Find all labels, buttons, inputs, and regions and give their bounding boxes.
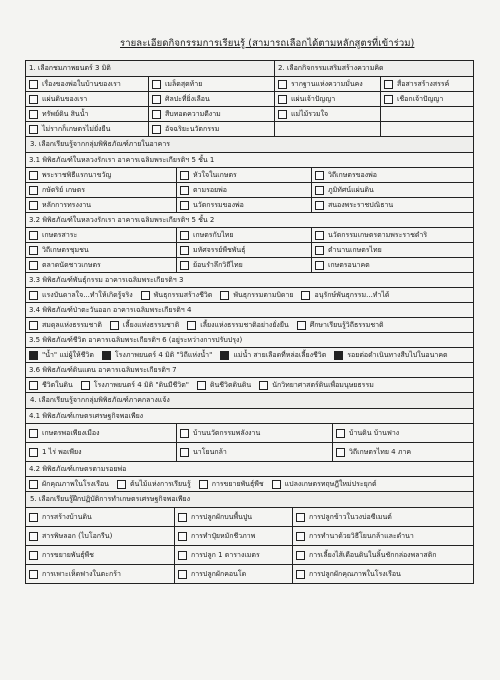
checkbox[interactable]	[29, 110, 38, 119]
checkbox-label: อัจฉริยะนวัตกรรม	[165, 124, 220, 133]
option-item[interactable]	[148, 77, 274, 91]
option-item[interactable]	[26, 92, 148, 106]
checkbox-label: ดินชีวิตดินดิน	[209, 380, 252, 389]
option-line-row	[26, 348, 473, 363]
checkbox-label: เมล็ดสุดท้าย	[165, 79, 203, 88]
checkbox-label: เกษตรพอเพียงเมือง	[42, 428, 100, 437]
option-item[interactable]	[332, 424, 473, 442]
section-header-right: 2. เลือกกิจกรรมเสริมสร้างความคิด	[274, 61, 473, 76]
checkbox-label: 1 ไร่ พอเพียง	[42, 447, 82, 456]
checkbox-label: เกษตรอนาคต	[328, 260, 370, 269]
checkbox-label: รากฐานแห่งความมั่นคง	[291, 79, 363, 88]
checkbox[interactable]	[178, 551, 187, 560]
option-item[interactable]	[26, 258, 176, 272]
option-row	[26, 122, 473, 137]
checkbox-label: การปลูกผักบนพื้นปูน	[191, 512, 253, 521]
option-item[interactable]	[297, 320, 384, 331]
checkbox[interactable]	[315, 246, 324, 255]
option-item[interactable]	[274, 107, 380, 121]
checkbox[interactable]	[297, 321, 306, 330]
checkbox[interactable]	[180, 186, 189, 195]
option-item[interactable]	[311, 198, 473, 212]
option-row	[26, 565, 473, 584]
subsection-label: 3.1 พิพิธภัณฑ์ในหลวงรักเรา อาคารเฉลิมพระเกียรติฯ 5 ชั้น 1	[26, 153, 473, 168]
option-item[interactable]	[176, 443, 332, 461]
checkbox-label: ย้อนรำลึกวิถีไทย	[193, 260, 243, 269]
option-item[interactable]	[197, 380, 251, 391]
checkbox-label: สืบทอดความดีงาม	[165, 109, 221, 118]
option-item[interactable]	[148, 107, 274, 121]
option-item[interactable]	[301, 290, 389, 301]
option-item[interactable]	[311, 168, 473, 182]
option-item[interactable]	[292, 546, 473, 564]
checkbox-label: ทรัพย์ดิน สินน้ำ	[42, 109, 89, 118]
checkbox[interactable]	[152, 110, 161, 119]
section-header-left: 1. เลือกชมภาพยนตร์ 3 มิติ	[29, 64, 111, 72]
option-item[interactable]	[29, 350, 94, 361]
checkbox[interactable]	[152, 125, 161, 134]
checkbox-label: การทำนาด้วยวิธีโยนกล้าและดำนา	[309, 531, 414, 540]
checkbox[interactable]	[29, 351, 38, 360]
checkbox-label: การเลี้ยงไส้เดือนดินในลิ้นชักกล่องพลาสติก	[309, 550, 437, 559]
checkbox-label: การขยายพันธุ์พืช	[211, 479, 264, 488]
subsection-label: 3.6 พิพิธภัณฑ์ดินแดน อาคารเฉลิมพระเกียรติฯ 7	[26, 363, 473, 378]
option-item[interactable]	[81, 380, 189, 391]
option-item[interactable]	[220, 290, 293, 301]
checkbox[interactable]	[197, 381, 206, 390]
option-item[interactable]	[26, 546, 174, 564]
checkbox-label: พระราชพิธีแรกนาขวัญ	[42, 170, 112, 179]
option-item[interactable]	[26, 243, 176, 257]
checkbox-label: การปลูกข้าวในวงบ่อซีเมนต์	[309, 512, 392, 521]
option-item[interactable]	[148, 92, 274, 106]
checkbox-label: เกษตรสาระ	[42, 230, 78, 239]
option-line-row	[26, 288, 473, 303]
option-item[interactable]	[176, 183, 311, 197]
checkbox[interactable]	[29, 570, 38, 579]
checkbox[interactable]	[29, 231, 38, 240]
empty-cell	[380, 107, 473, 121]
option-item[interactable]	[176, 243, 311, 257]
subsection-label: 3.2 พิพิธภัณฑ์ในหลวงรักเรา อาคารเฉลิมพระเกียรติฯ 5 ชั้น 2	[26, 213, 473, 228]
option-item[interactable]	[274, 92, 380, 106]
checkbox-label: แปลงเกษตรทฤษฎีใหม่ประยุกต์	[284, 479, 377, 488]
option-row	[26, 168, 473, 183]
option-item[interactable]	[26, 183, 176, 197]
checkbox[interactable]	[315, 201, 324, 210]
option-item[interactable]	[272, 479, 377, 490]
checkbox[interactable]	[180, 261, 189, 270]
checkbox-label: เชือกเจ้าปัญญา	[397, 94, 444, 103]
checkbox[interactable]	[296, 551, 305, 560]
option-item[interactable]	[174, 565, 292, 583]
option-item[interactable]	[311, 183, 473, 197]
section-header-text: 3. เลือกเรียนรู้จากกลุ่มพิพิธภัณฑ์ภายในอาคาร	[30, 140, 171, 148]
checkbox[interactable]	[29, 551, 38, 560]
empty-cell	[274, 122, 380, 136]
checkbox-label: พันธุกรรมสร้างชีวิต	[153, 290, 213, 299]
checkbox-label: ตำนานเกษตรไทย	[328, 245, 382, 254]
checkbox[interactable]	[180, 429, 189, 438]
checkbox-label: แผ่นเจ้าปัญญา	[291, 94, 336, 103]
checkbox-label: นวัตกรรมเกษตรตามพระราชดำริ	[328, 230, 428, 239]
checkbox[interactable]	[384, 80, 393, 89]
option-item[interactable]	[176, 168, 311, 182]
checkbox-label: ผักคุณภาพในโรงเรือน	[42, 479, 109, 488]
option-row	[26, 424, 473, 443]
checkbox[interactable]	[278, 110, 287, 119]
checkbox[interactable]	[315, 261, 324, 270]
checkbox[interactable]	[29, 381, 38, 390]
section-5-header	[26, 492, 473, 508]
page-title: รายละเอียดกิจกรรมการเรียนรู้ (สามารถเลือกได้ตามหลักสูตรที่เข้าร่วม)	[120, 38, 415, 49]
checkbox-label: รอยต่อดำเนินทางสืบไปในอนาคต	[347, 350, 448, 359]
option-item[interactable]	[110, 320, 179, 331]
option-item[interactable]	[174, 546, 292, 564]
option-row	[26, 243, 473, 258]
checkbox-label: เรื่องของพ่อในบ้านของเรา	[42, 79, 121, 88]
checkbox-label: ศึกษาเรียนรู้วิถีธรรมชาติ	[309, 320, 384, 329]
section-header-text: 5. เลือกเรียนรู้ฝึกปฏิบัติการทำเกษตรเศรษฐกิจพอเพียง	[30, 495, 191, 503]
checkbox[interactable]	[178, 570, 187, 579]
option-row	[26, 546, 473, 565]
checkbox[interactable]	[296, 513, 305, 522]
checkbox-label: แผ่นดินของเรา	[42, 94, 88, 103]
checkbox[interactable]	[296, 570, 305, 579]
checkbox[interactable]	[187, 321, 196, 330]
checkbox[interactable]	[180, 448, 189, 457]
checkbox[interactable]	[315, 186, 324, 195]
checkbox[interactable]	[199, 480, 208, 489]
checkbox[interactable]	[29, 201, 38, 210]
checkbox[interactable]	[81, 381, 90, 390]
option-item[interactable]	[380, 77, 473, 91]
checkbox[interactable]	[259, 381, 268, 390]
checkbox[interactable]	[29, 171, 38, 180]
checkbox[interactable]	[180, 231, 189, 240]
checkbox[interactable]	[301, 291, 310, 300]
checkbox-label: เลี้ยงแห่งธรรมชาติ	[122, 320, 180, 329]
option-item[interactable]	[176, 424, 332, 442]
subsection-label: 4.2 พิพิธภัณฑ์เกษตรตามรอยพ่อ	[26, 462, 473, 477]
checkbox-label: ศิลปะที่ยิ่งเลือน	[165, 94, 210, 103]
option-item[interactable]	[141, 290, 213, 301]
option-item[interactable]	[292, 508, 473, 526]
option-item[interactable]	[311, 228, 473, 242]
checkbox-label: นวัตกรรมของพ่อ	[193, 200, 244, 209]
option-row	[26, 198, 473, 213]
option-item[interactable]	[380, 92, 473, 106]
activity-form-table	[25, 60, 474, 584]
option-item[interactable]	[174, 508, 292, 526]
checkbox[interactable]	[29, 513, 38, 522]
option-item[interactable]	[29, 290, 133, 301]
checkbox-label: หลักการทรงงาน	[42, 200, 91, 209]
option-item[interactable]	[187, 320, 288, 331]
checkbox-label: หัวใจในเกษตร	[193, 170, 237, 179]
checkbox-label: การทำปุ๋ยหมักชีวภาพ	[191, 531, 256, 540]
option-item[interactable]	[26, 443, 176, 461]
checkbox[interactable]	[180, 171, 189, 180]
option-item[interactable]	[26, 508, 174, 526]
checkbox-label: กษัตริย์ เกษตร	[42, 185, 86, 194]
checkbox[interactable]	[29, 246, 38, 255]
checkbox[interactable]	[220, 291, 229, 300]
option-row	[26, 107, 473, 122]
checkbox-label: ไม่รากก็เกษตรไม่ยั่งยืน	[42, 124, 111, 133]
option-row	[26, 258, 473, 273]
checkbox[interactable]	[102, 351, 111, 360]
checkbox-label: สื่อสารสร้างสรรค์	[397, 79, 450, 88]
checkbox[interactable]	[29, 125, 38, 134]
section-3-header	[26, 137, 473, 153]
option-item[interactable]	[220, 350, 326, 361]
checkbox-label: สารพิษลอก (ไบโอกรีน)	[42, 531, 113, 540]
checkbox-label: บ้านนวัตกรรมพลังงาน	[193, 428, 261, 437]
checkbox-label: แม่ไม้รวมใจ	[291, 109, 329, 118]
option-item[interactable]	[311, 258, 473, 272]
checkbox-label: การเพาะเห็ดฟางในตะกร้า	[42, 569, 121, 578]
option-item[interactable]	[26, 168, 176, 182]
checkbox[interactable]	[152, 95, 161, 104]
option-item[interactable]	[117, 479, 191, 490]
checkbox-label: วิถีเกษตรของพ่อ	[328, 170, 377, 179]
checkbox[interactable]	[29, 429, 38, 438]
checkbox[interactable]	[180, 201, 189, 210]
option-line-row	[26, 477, 473, 492]
option-item[interactable]	[334, 350, 447, 361]
option-item[interactable]	[26, 565, 174, 583]
checkbox[interactable]	[29, 261, 38, 270]
checkbox-label: ตามรอยพ่อ	[193, 185, 227, 194]
checkbox-label: ภูมิทัศน์แผ่นดิน	[328, 185, 374, 194]
option-item[interactable]	[26, 198, 176, 212]
option-item[interactable]	[26, 228, 176, 242]
checkbox-label: วิถีเกษตรชุมชน	[42, 245, 89, 254]
checkbox-label: ชีวิตในดิน	[42, 380, 73, 389]
option-item[interactable]	[29, 479, 109, 490]
checkbox[interactable]	[178, 532, 187, 541]
checkbox[interactable]	[278, 80, 287, 89]
subsection-label: 4.1 พิพิธภัณฑ์เกษตรเศรษฐกิจพอเพียง	[26, 409, 473, 424]
checkbox-label: เกษตรกับไทย	[193, 230, 234, 239]
subsection-label: 3.4 พิพิธภัณฑ์ป่าตะวันออก อาคารเฉลิมพระเกียรติฯ 4	[26, 303, 473, 318]
checkbox[interactable]	[315, 231, 324, 240]
checkbox-label: "น้ำ" แม่ผู้ให้ชีวิต	[42, 350, 94, 359]
checkbox[interactable]	[334, 351, 343, 360]
option-item[interactable]	[199, 479, 264, 490]
checkbox-label: สมดุลแห่งธรรมชาติ	[42, 320, 102, 329]
checkbox-label: บ้านดิน บ้านฟาง	[349, 428, 400, 437]
option-item[interactable]	[102, 350, 212, 361]
checkbox-label: มหัศจรรย์พืชพันธุ์	[193, 245, 246, 254]
option-item[interactable]	[26, 107, 148, 121]
checkbox-label: การปลูก 1 ตารางเมตร	[191, 550, 260, 559]
option-row	[26, 77, 473, 92]
checkbox-label: พันธุกรรมตามบิดาย	[233, 290, 294, 299]
option-item[interactable]	[292, 565, 473, 583]
checkbox[interactable]	[336, 429, 345, 438]
checkbox-label: โรงภาพยนตร์ 4 มิติ "ดินมีชีวิต"	[93, 380, 189, 389]
checkbox[interactable]	[29, 448, 38, 457]
checkbox-label: การปลูกผักคุณภาพในโรงเรือน	[309, 569, 401, 578]
checkbox[interactable]	[29, 186, 38, 195]
checkbox-label: ตลาดนัดชาวเกษตร	[42, 260, 101, 269]
option-item[interactable]	[29, 380, 73, 391]
checkbox[interactable]	[178, 513, 187, 522]
checkbox-label: การสร้างบ้านดิน	[42, 512, 92, 521]
checkbox[interactable]	[220, 351, 229, 360]
checkbox-label: การปลูกผักคอนโด	[191, 569, 247, 578]
option-line-row	[26, 378, 473, 393]
subsection-label: 3.5 พิพิธภัณฑ์ชีวิต อาคารเฉลิมพระเกียรติฯ 6 (อยู่ระหว่างการปรับปรุง)	[26, 333, 473, 348]
checkbox[interactable]	[336, 448, 345, 457]
checkbox[interactable]	[296, 532, 305, 541]
checkbox[interactable]	[29, 321, 38, 330]
subsection-label: 3.3 พิพิธภัณฑ์พันธุ์กรรม อาคารเฉลิมพระเกียรติฯ 3	[26, 273, 473, 288]
option-item[interactable]	[274, 77, 380, 91]
checkbox-label: แรงบันดาลใจ...ทำให้เกิดรู้จริง	[42, 290, 133, 299]
option-item[interactable]	[26, 527, 174, 545]
checkbox[interactable]	[384, 95, 393, 104]
option-item[interactable]	[176, 228, 311, 242]
option-row	[26, 228, 473, 243]
option-row	[26, 508, 473, 527]
option-item[interactable]	[292, 527, 473, 545]
checkbox[interactable]	[29, 291, 38, 300]
option-item[interactable]	[148, 122, 274, 136]
checkbox[interactable]	[180, 246, 189, 255]
checkbox-label: แม่น้ำ สายเลือดที่หล่อเลี้ยงชีวิต	[233, 350, 327, 359]
option-item[interactable]	[176, 258, 311, 272]
option-row	[26, 92, 473, 107]
section-4-header	[26, 393, 473, 409]
checkbox-label: โรงภาพยนตร์ 4 มิติ "วิถีแห่งน้ำ"	[114, 350, 213, 359]
empty-cell	[380, 122, 473, 136]
option-item[interactable]	[29, 320, 102, 331]
option-row	[26, 443, 473, 462]
option-line-row	[26, 318, 473, 333]
option-item[interactable]	[26, 424, 176, 442]
option-item[interactable]	[259, 380, 374, 391]
checkbox[interactable]	[117, 480, 126, 489]
checkbox-label: อนุรักษ์พันธุกรรม...ทำได้	[314, 290, 390, 299]
checkbox[interactable]	[29, 80, 38, 89]
checkbox-label: การขยายพันธุ์พืช	[42, 550, 94, 559]
section-header-text: 4. เลือกเรียนรู้จากกลุ่มพิพิธภัณฑ์ภาคกลางแจ้ง	[30, 396, 170, 404]
checkbox-label: เลี้ยงแห่งธรรมชาติอย่างยั่งยืน	[200, 320, 289, 329]
checkbox[interactable]	[110, 321, 119, 330]
checkbox[interactable]	[29, 480, 38, 489]
checkbox[interactable]	[141, 291, 150, 300]
checkbox-label: นักวิทยาศาสตร์ดินเพื่อมนุษยธรรม	[272, 380, 374, 389]
checkbox-label: วิถีเกษตรไทย 4 ภาค	[349, 447, 412, 456]
option-item[interactable]	[26, 122, 148, 136]
checkbox[interactable]	[272, 480, 281, 489]
option-item[interactable]	[332, 443, 473, 461]
option-item[interactable]	[26, 77, 148, 91]
option-item[interactable]	[176, 198, 311, 212]
option-row	[26, 527, 473, 546]
checkbox[interactable]	[278, 95, 287, 104]
checkbox-label: สนองพระราชปณิธาน	[328, 200, 394, 209]
option-item[interactable]	[311, 243, 473, 257]
section-1-2-header	[26, 61, 473, 77]
checkbox-label: นาโยนกล้า	[193, 447, 227, 456]
option-item[interactable]	[174, 527, 292, 545]
checkbox-label: ต้นไม้แห่งการเรียนรู้	[129, 479, 191, 488]
checkbox[interactable]	[315, 171, 324, 180]
checkbox[interactable]	[29, 95, 38, 104]
checkbox[interactable]	[29, 532, 38, 541]
checkbox[interactable]	[152, 80, 161, 89]
option-row	[26, 183, 473, 198]
